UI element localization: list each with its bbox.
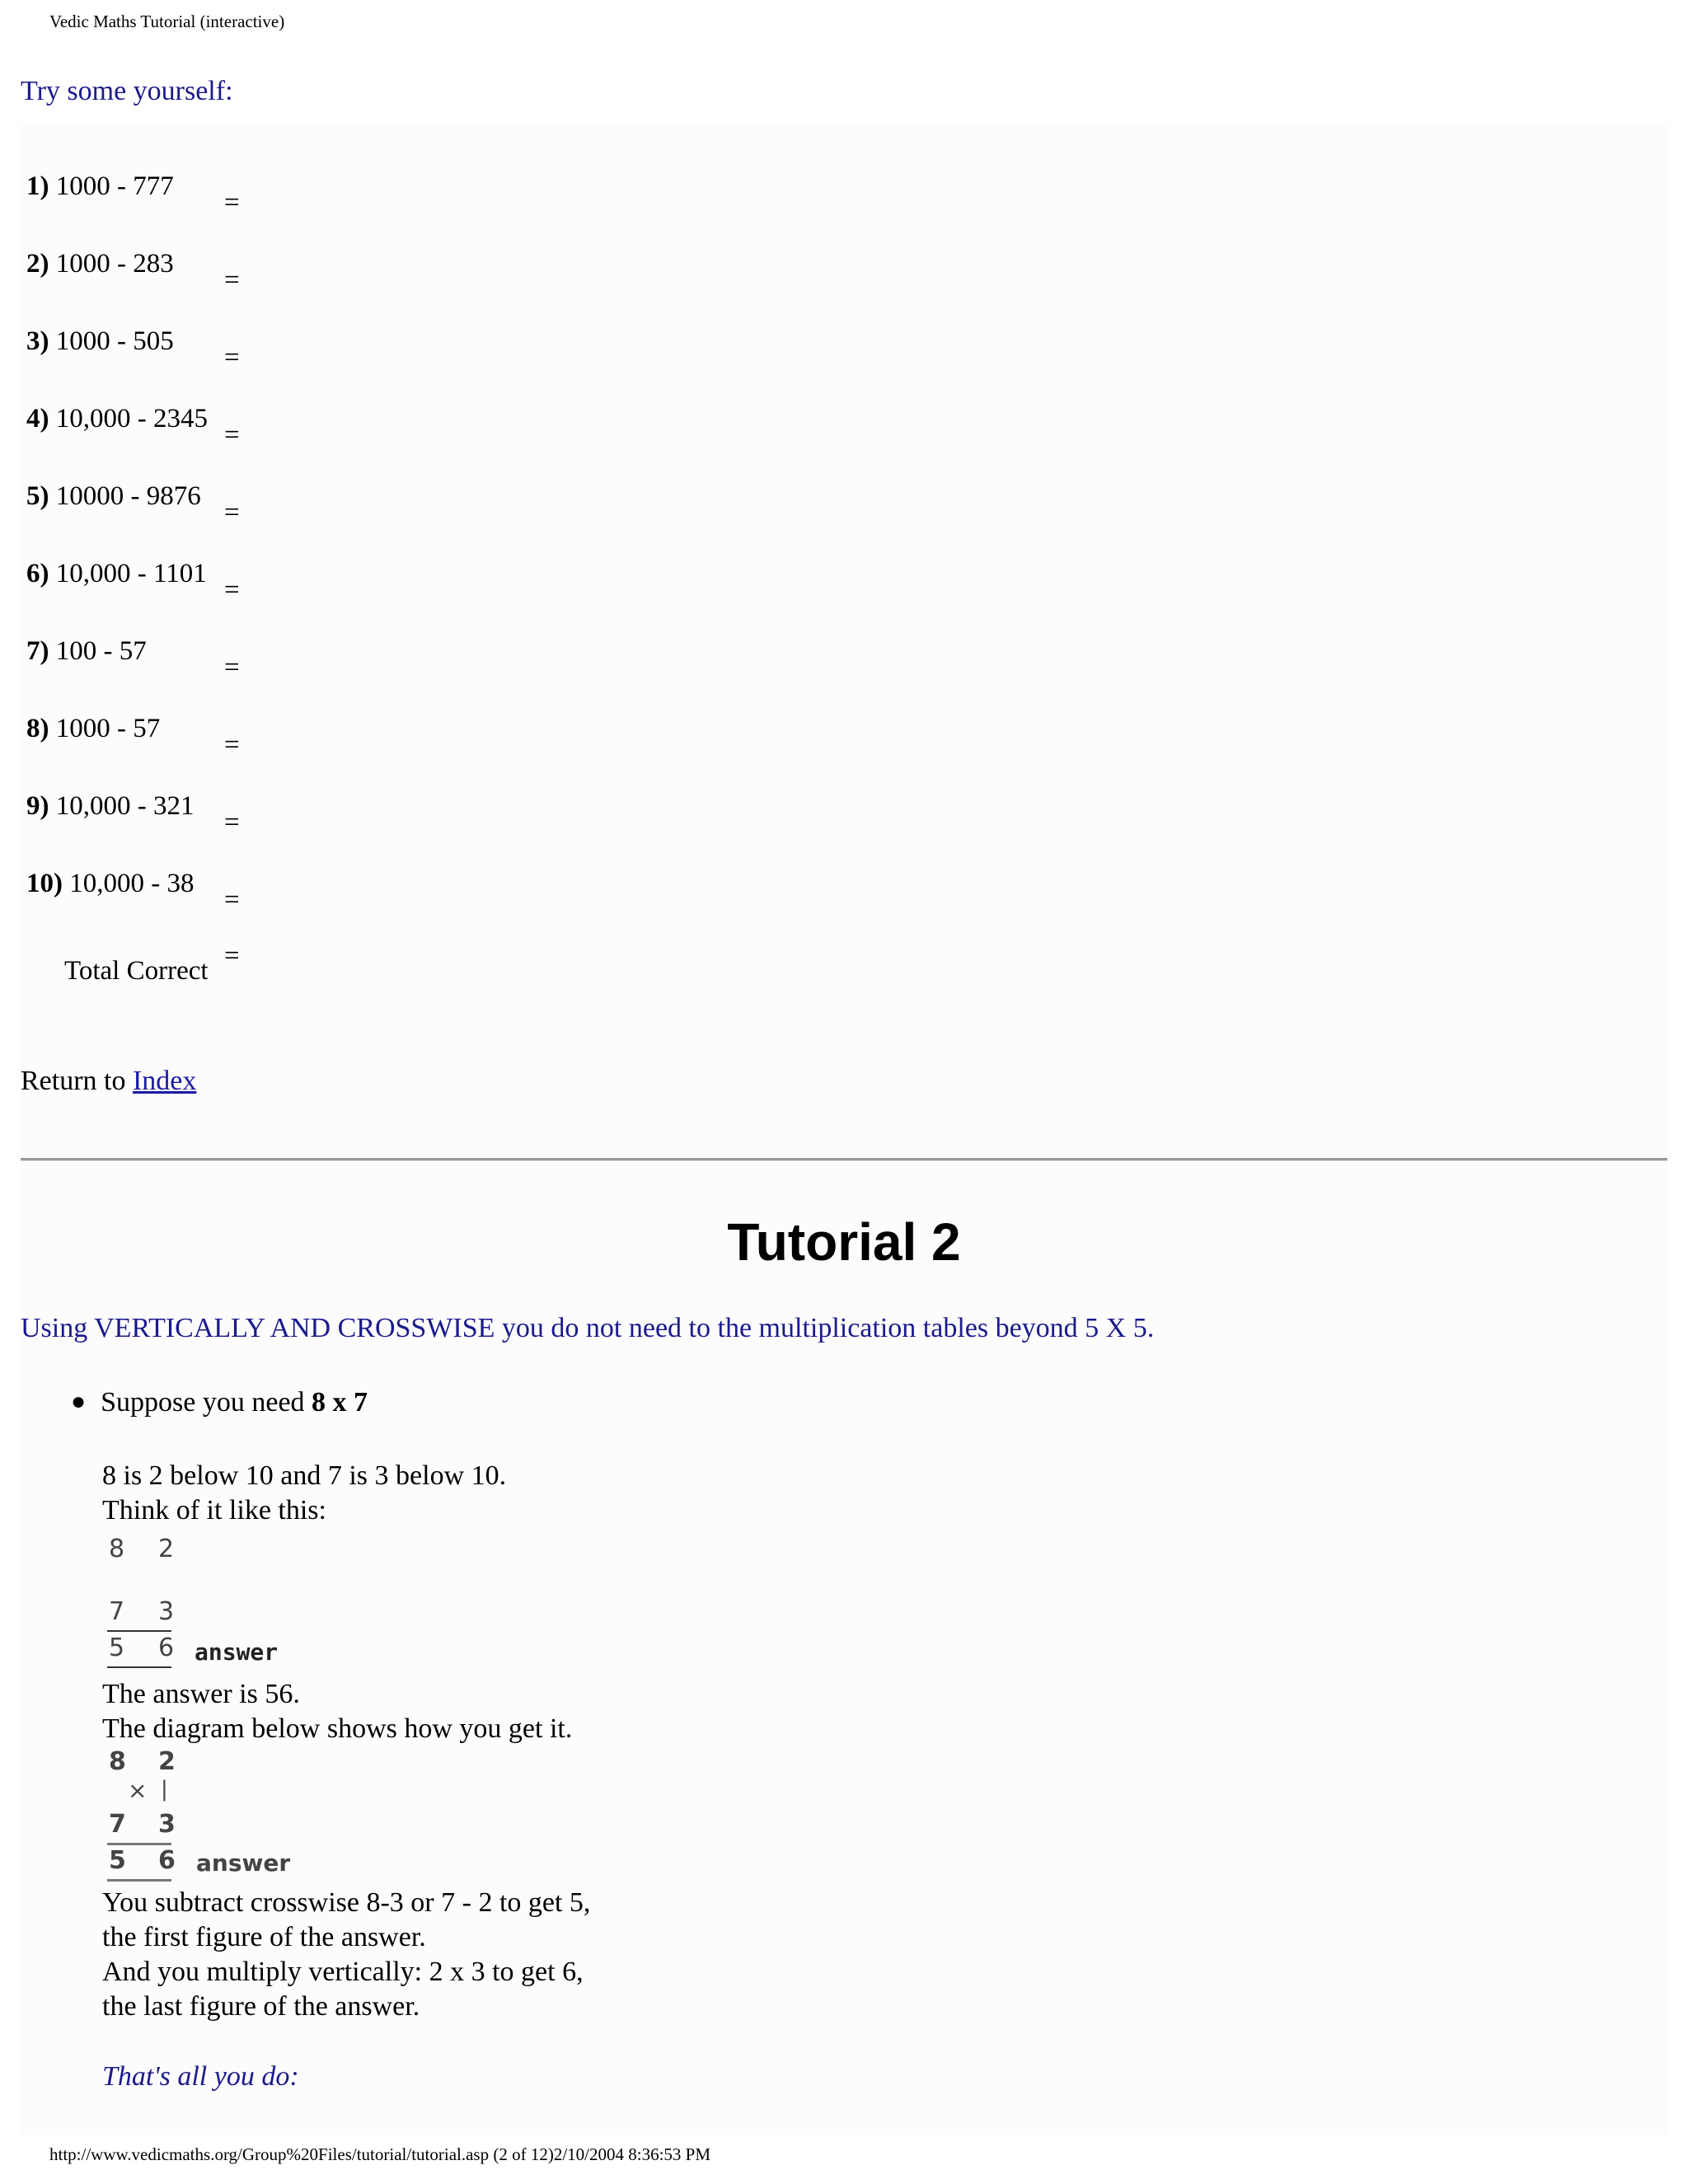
exercise-expression: 10,000 - 1101 <box>55 559 207 588</box>
digit: 3 <box>158 1597 175 1626</box>
answer-label: answer <box>196 1849 291 1877</box>
digit: 6 <box>158 1846 176 1875</box>
exercise-row <box>26 249 240 298</box>
bullet-text: Suppose you need <box>101 1387 312 1418</box>
answer-field[interactable]: = <box>224 885 240 915</box>
index-link[interactable]: Index <box>132 1066 197 1096</box>
exercise-row <box>26 714 240 763</box>
exercise-row <box>26 171 240 221</box>
exercise-expression: 10,000 - 38 <box>69 869 195 898</box>
paragraph-line: the first figure of the answer. <box>102 1922 426 1952</box>
bullet-bold-text: 8 x 7 <box>312 1387 368 1418</box>
bullet-item <box>71 1387 368 1418</box>
bullet-dot-icon: ● <box>71 1388 87 1415</box>
exercise-number: 8) <box>26 714 49 743</box>
digit: 2 <box>158 1535 175 1563</box>
exercise-expression: 10,000 - 2345 <box>55 404 208 434</box>
print-header-title: Vedic Maths Tutorial (interactive) <box>49 12 285 31</box>
paragraph-line: the last figure of the answer. <box>102 1991 420 2022</box>
exercise-number: 9) <box>26 791 49 821</box>
exercise-number: 4) <box>26 404 49 434</box>
exercise-expression: 10000 - 9876 <box>55 481 201 511</box>
digit: 5 <box>109 1846 126 1875</box>
digit: 2 <box>158 1747 176 1776</box>
digit: 7 <box>109 1597 125 1626</box>
vertical-bar-icon: | <box>161 1777 168 1802</box>
exercise-row <box>26 559 240 608</box>
exercise-expression: 100 - 57 <box>55 636 147 666</box>
exercise-row <box>26 404 240 453</box>
digit: 8 <box>109 1747 126 1776</box>
print-footer-url: http://www.vedicmaths.org/Group%20Files/tutorial/tutorial.asp (2 of 12)2/10/2004 8:36:53 PM <box>49 2144 711 2164</box>
thats-all-text: That's all you do: <box>102 2061 299 2092</box>
exercise-row <box>26 869 240 918</box>
answer-field[interactable]: = <box>224 730 240 760</box>
paragraph-line: Think of it like this: <box>102 1495 326 1526</box>
paragraph-2 <box>102 1677 572 1746</box>
divider-line <box>107 1666 171 1668</box>
exercise-row <box>26 791 240 841</box>
paragraph-3 <box>102 1886 590 2024</box>
exercise-number: 10) <box>26 869 63 898</box>
paragraph-line: The diagram below shows how you get it. <box>102 1713 573 1744</box>
total-correct-label: Total Correct <box>64 956 209 986</box>
section-divider <box>21 1158 1667 1161</box>
return-to-index <box>21 1066 196 1097</box>
paragraph-line: And you multiply vertically: 2 x 3 to get 6, <box>102 1957 584 1987</box>
exercise-number: 2) <box>26 249 49 279</box>
exercise-number: 5) <box>26 481 49 511</box>
exercise-expression: 1000 - 57 <box>55 714 161 743</box>
answer-label: answer <box>195 1638 279 1666</box>
return-prefix: Return to <box>21 1066 133 1096</box>
answer-field[interactable]: = <box>224 265 240 295</box>
exercise-number: 7) <box>26 636 49 666</box>
digit: 8 <box>109 1535 125 1563</box>
digit: 6 <box>158 1633 175 1662</box>
exercise-row <box>26 481 240 531</box>
exercise-number: 3) <box>26 326 49 356</box>
content-background <box>21 124 1667 2135</box>
divider-line <box>107 1879 171 1882</box>
answer-field[interactable]: = <box>224 575 240 605</box>
answer-field[interactable]: = <box>224 343 240 373</box>
answer-field[interactable]: = <box>224 420 240 450</box>
exercise-number: 1) <box>26 171 49 201</box>
tutorial-2-title: Tutorial 2 <box>727 1212 961 1272</box>
paragraph-1 <box>102 1459 506 1528</box>
exercise-expression: 1000 - 283 <box>55 249 174 279</box>
exercise-number: 6) <box>26 559 49 588</box>
paragraph-line: The answer is 56. <box>102 1679 300 1709</box>
exercise-row <box>26 326 240 376</box>
cross-icon: × <box>128 1777 148 1804</box>
paragraph-line: You subtract crosswise 8-3 or 7 - 2 to get 5, <box>102 1887 591 1918</box>
answer-field[interactable]: = <box>224 188 240 218</box>
exercise-expression: 1000 - 777 <box>55 171 174 201</box>
answer-field[interactable]: = <box>224 808 240 837</box>
digit: 7 <box>109 1810 126 1839</box>
answer-field[interactable]: = <box>224 653 240 682</box>
paragraph-line: 8 is 2 below 10 and 7 is 3 below 10. <box>102 1460 507 1491</box>
exercise-row <box>26 636 240 686</box>
total-correct-field[interactable]: = <box>224 941 240 971</box>
digit: 5 <box>109 1633 125 1662</box>
divider-line <box>107 1630 171 1632</box>
tutorial-2-intro: Using VERTICALLY AND CROSSWISE you do not need to the multiplication tables beyond 5 X 5. <box>21 1313 1155 1343</box>
exercises-heading: Try some yourself: <box>21 76 233 106</box>
divider-line <box>107 1843 171 1845</box>
digit: 3 <box>158 1810 176 1839</box>
exercise-expression: 10,000 - 321 <box>55 791 195 821</box>
answer-field[interactable]: = <box>224 498 240 527</box>
exercise-expression: 1000 - 505 <box>55 326 174 356</box>
